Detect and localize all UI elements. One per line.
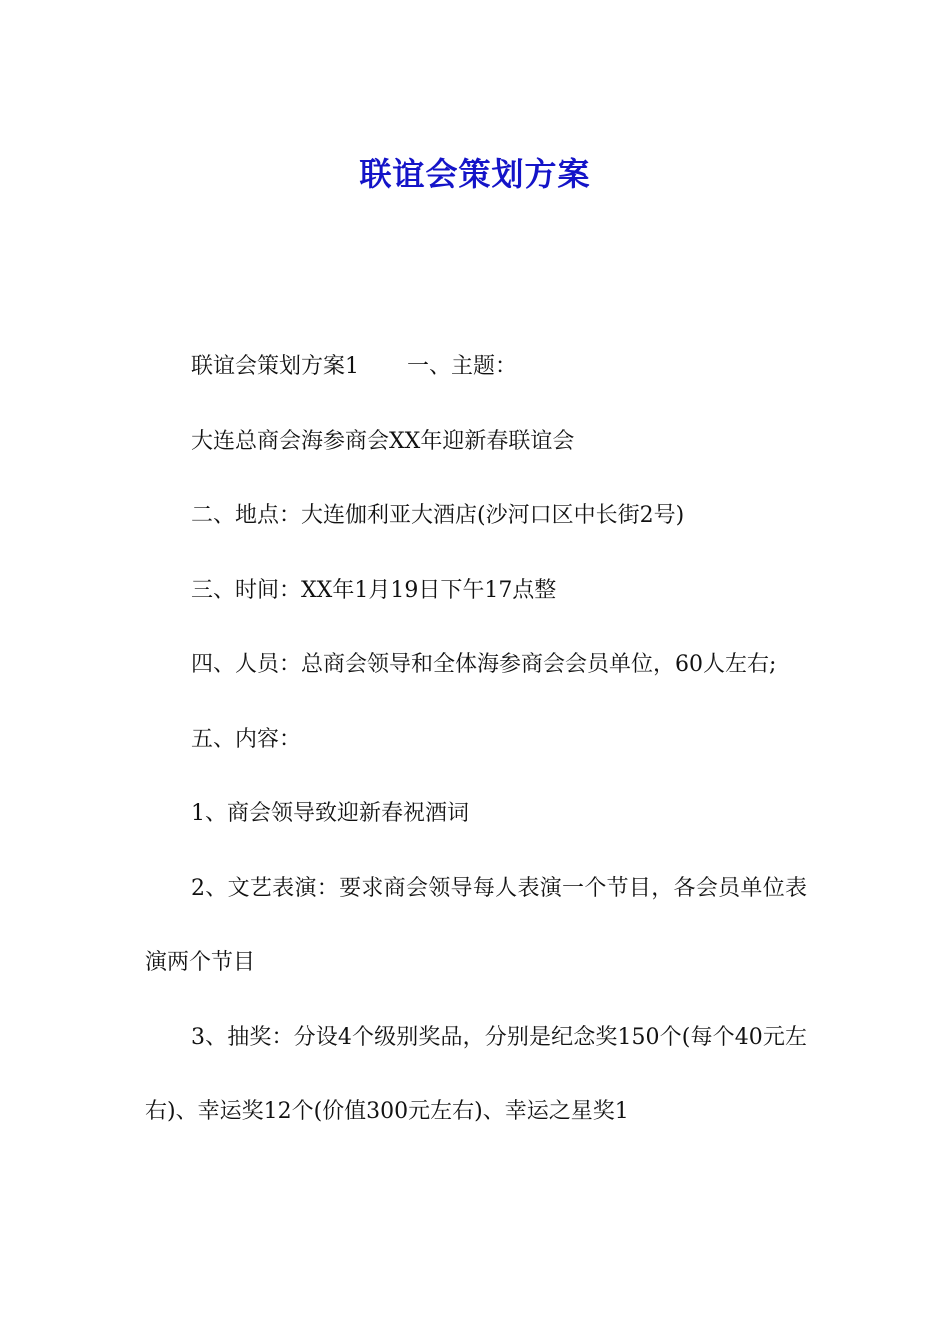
document-body <box>145 330 807 1150</box>
paragraph-item-lottery: 3、抽奖：分设4个级别奖品，分别是纪念奖150个(每个40元左右)、幸运奖12个(价值300元左右)、幸运之星奖1 <box>145 1024 807 1124</box>
paragraph-item-performance: 2、文艺表演：要求商会领导每人表演一个节目，各会员单位表演两个节目 <box>145 875 807 975</box>
paragraph-location: 二、地点：大连伽利亚大酒店(沙河口区中长街2号) <box>191 503 685 528</box>
plan-heading: 联谊会策划方案1 <box>191 354 359 379</box>
paragraph-time: 三、时间：XX年1月19日下午17点整 <box>191 577 557 603</box>
paragraph-theme-name: 大连总商会海参商会XX年迎新春联谊会 <box>191 428 575 454</box>
paragraph-theme <box>145 330 807 405</box>
paragraph-content-heading: 五、内容： <box>191 726 302 752</box>
paragraph-attendees: 四、人员：总商会领导和全体海参商会会员单位，60人左右; <box>191 652 777 677</box>
paragraph-item-toast: 1、商会领导致迎新春祝酒词 <box>191 801 469 826</box>
document-title: 联谊会策划方案 <box>359 155 591 194</box>
section-theme: 一、主题： <box>407 354 518 379</box>
